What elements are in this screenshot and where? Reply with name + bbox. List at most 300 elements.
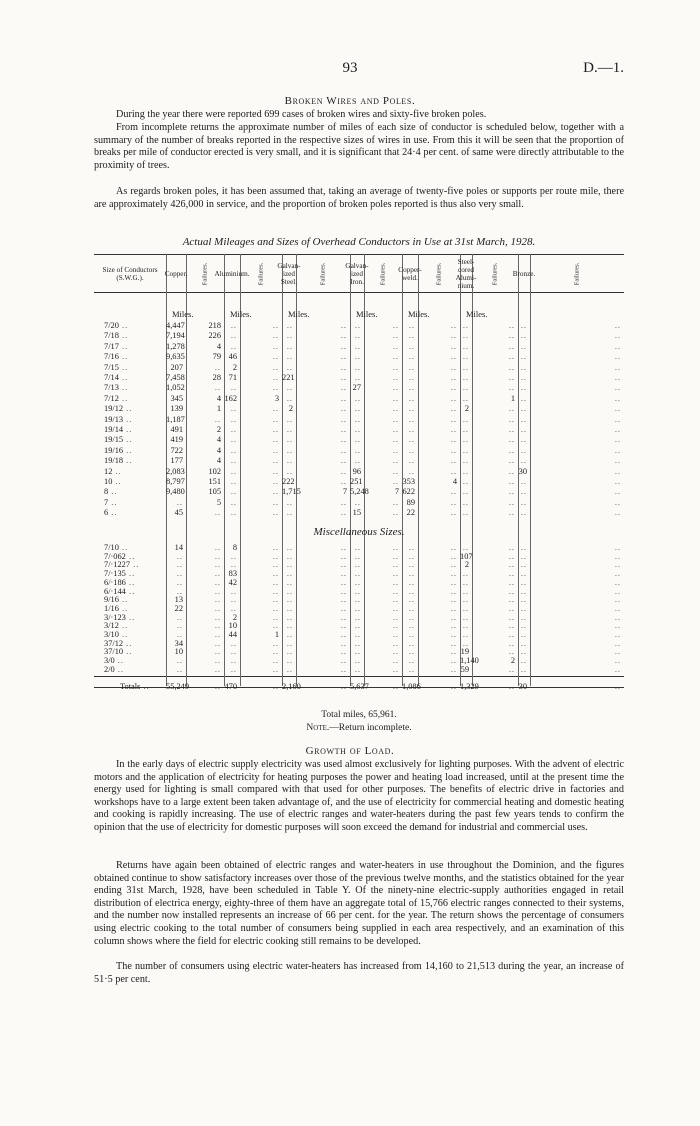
- empty-cell: ..: [272, 414, 279, 424]
- empty-cell: ..: [520, 435, 527, 445]
- value-cell: 722: [170, 445, 183, 455]
- empty-cell: ..: [340, 477, 347, 486]
- empty-cell: ..: [392, 497, 399, 507]
- size-label: 6: [104, 508, 109, 518]
- column-header: Aluminium.: [214, 270, 250, 278]
- leader-dots: ..: [118, 362, 129, 372]
- empty-cell: ..: [450, 321, 457, 330]
- empty-cell: ..: [462, 414, 469, 424]
- empty-cell: ..: [614, 487, 621, 497]
- empty-cell: ..: [214, 682, 221, 691]
- row-label-cell: [104, 352, 164, 362]
- empty-cell: ..: [450, 414, 457, 424]
- empty-cell: ..: [462, 445, 469, 455]
- empty-cell: ..: [462, 497, 469, 507]
- value-cell: 71: [228, 373, 237, 382]
- empty-cell: ..: [614, 577, 621, 587]
- size-label: 3/10: [104, 630, 119, 639]
- empty-cell: ..: [614, 595, 621, 605]
- empty-cell: ..: [230, 664, 237, 674]
- empty-cell: ..: [286, 612, 293, 622]
- leader-dots: ..: [123, 414, 133, 424]
- empty-cell: ..: [508, 630, 515, 639]
- empty-cell: ..: [408, 435, 415, 445]
- empty-cell: ..: [520, 543, 527, 552]
- empty-cell: ..: [340, 435, 347, 445]
- empty-cell: ..: [272, 404, 279, 414]
- size-label: 2/0: [104, 664, 115, 674]
- empty-cell: ..: [272, 603, 279, 613]
- value-cell: 79: [212, 352, 221, 362]
- empty-cell: ..: [230, 425, 237, 434]
- empty-cell: ..: [614, 656, 621, 666]
- leader-dots: ..: [123, 456, 133, 466]
- empty-cell: ..: [392, 543, 399, 552]
- size-label: 7/12: [104, 393, 119, 403]
- paragraph: In the early days of electric supply electricity was used almost exclusively for lighting purposes. With the advent of electric motors and the application of electricity for heating purposes the power and heating load increased, until at the present time the energy used for lighting is small compared with that used for other purposes. The benefits of electric drive in factories and workshops have to a large extent been taken advantage of, and the use of electricity for commercial heating and domestic heating and cooking is rapidly increasing. The use of electric ranges and water-heaters during the past few years tends to confirm the opinion that the use of electricity for domestic purposes will soon exceed the demand for industrial and commercial uses.: [94, 759, 624, 833]
- total-miles: Total miles, 65,961.: [321, 710, 397, 720]
- empty-cell: ..: [340, 577, 347, 587]
- row-label-cell: [104, 321, 164, 331]
- empty-cell: ..: [392, 321, 399, 330]
- value-cell: 1,086: [402, 682, 421, 691]
- empty-cell: ..: [614, 352, 621, 362]
- empty-cell: ..: [354, 331, 361, 341]
- empty-cell: ..: [272, 466, 279, 476]
- empty-cell: ..: [340, 647, 347, 657]
- empty-cell: ..: [462, 638, 469, 648]
- empty-cell: ..: [214, 647, 221, 657]
- value-cell: 45: [174, 508, 183, 518]
- empty-cell: ..: [450, 577, 457, 587]
- page-number: 93: [342, 60, 358, 76]
- empty-cell: ..: [354, 425, 361, 434]
- empty-cell: ..: [340, 656, 347, 666]
- empty-cell: ..: [176, 586, 183, 596]
- empty-cell: ..: [508, 487, 515, 497]
- value-cell: 7: [342, 487, 347, 497]
- empty-cell: ..: [286, 647, 293, 657]
- empty-cell: ..: [462, 477, 469, 486]
- empty-cell: ..: [508, 586, 515, 596]
- row-label-cell: [104, 435, 164, 445]
- empty-cell: ..: [450, 621, 457, 631]
- column-header: Copper-weld.: [398, 266, 422, 282]
- value-cell: 1: [274, 630, 279, 639]
- empty-cell: ..: [520, 508, 527, 518]
- note-text: —Return incomplete.: [329, 723, 412, 733]
- value-cell: 345: [170, 393, 183, 403]
- empty-cell: ..: [408, 647, 415, 657]
- empty-cell: ..: [614, 425, 621, 434]
- size-label: 7/18: [104, 331, 119, 341]
- empty-cell: ..: [450, 497, 457, 507]
- empty-cell: ..: [214, 569, 221, 579]
- leader-dots: ..: [118, 352, 129, 362]
- empty-cell: ..: [286, 560, 293, 570]
- empty-cell: ..: [230, 647, 237, 657]
- empty-cell: ..: [614, 414, 621, 424]
- empty-cell: ..: [354, 560, 361, 570]
- empty-cell: ..: [214, 630, 221, 639]
- empty-cell: ..: [508, 373, 515, 382]
- column-header-failures: [318, 258, 328, 290]
- size-label: 7/20: [104, 321, 119, 330]
- row-label-cell: [104, 477, 164, 487]
- leader-dots: ..: [125, 612, 136, 622]
- empty-cell: ..: [340, 543, 347, 552]
- empty-cell: ..: [214, 656, 221, 666]
- empty-cell: ..: [450, 603, 457, 613]
- empty-cell: ..: [286, 456, 293, 466]
- document-reference: D.—1.: [583, 60, 624, 76]
- value-cell: 59: [460, 664, 469, 674]
- empty-cell: ..: [214, 621, 221, 631]
- empty-cell: ..: [272, 477, 279, 486]
- empty-cell: ..: [230, 603, 237, 613]
- empty-cell: ..: [230, 477, 237, 486]
- value-cell: 139: [170, 404, 183, 414]
- empty-cell: ..: [272, 560, 279, 570]
- value-cell: 4,447: [166, 321, 185, 330]
- size-label: 7/14: [104, 373, 119, 382]
- empty-cell: ..: [354, 621, 361, 631]
- value-cell: 177: [170, 456, 183, 466]
- totals-label: Totals: [120, 682, 141, 691]
- empty-cell: ..: [462, 466, 469, 476]
- empty-cell: ..: [230, 656, 237, 666]
- empty-cell: ..: [614, 362, 621, 372]
- empty-cell: ..: [354, 656, 361, 666]
- empty-cell: ..: [450, 456, 457, 466]
- empty-cell: ..: [614, 612, 621, 622]
- empty-cell: ..: [340, 497, 347, 507]
- empty-cell: ..: [520, 425, 527, 434]
- empty-cell: ..: [272, 682, 279, 691]
- empty-cell: ..: [272, 331, 279, 341]
- leader-dots: ..: [118, 543, 129, 552]
- leader-dots: ..: [118, 630, 129, 639]
- empty-cell: ..: [392, 664, 399, 674]
- empty-cell: ..: [614, 445, 621, 455]
- value-cell: 1,140: [460, 656, 479, 666]
- value-cell: 22: [174, 603, 183, 613]
- empty-cell: ..: [450, 664, 457, 674]
- empty-cell: ..: [408, 586, 415, 596]
- value-cell: 491: [170, 425, 183, 434]
- empty-cell: ..: [408, 656, 415, 666]
- empty-cell: ..: [272, 551, 279, 561]
- value-cell: 27: [352, 383, 361, 393]
- empty-cell: ..: [408, 373, 415, 382]
- value-cell: 34: [174, 638, 183, 648]
- empty-cell: ..: [272, 341, 279, 351]
- size-label: 37/12: [104, 638, 124, 648]
- empty-cell: ..: [520, 586, 527, 596]
- empty-cell: ..: [408, 414, 415, 424]
- column-header: Size of Conductors (S.W.G.).: [102, 266, 158, 282]
- empty-cell: ..: [408, 630, 415, 639]
- leader-dots: ..: [108, 497, 118, 507]
- empty-cell: ..: [392, 586, 399, 596]
- empty-cell: ..: [272, 445, 279, 455]
- row-label-cell: [104, 665, 164, 675]
- empty-cell: ..: [462, 569, 469, 579]
- empty-cell: ..: [230, 466, 237, 476]
- empty-cell: ..: [354, 664, 361, 674]
- empty-cell: ..: [508, 647, 515, 657]
- empty-cell: ..: [614, 664, 621, 674]
- leader-dots: ..: [114, 664, 124, 674]
- empty-cell: ..: [520, 551, 527, 561]
- column-header-failures: [256, 258, 266, 290]
- units-label: Miles.: [356, 309, 378, 319]
- row-label-cell: [104, 446, 164, 456]
- leader-dots: ..: [118, 595, 129, 605]
- empty-cell: ..: [408, 621, 415, 631]
- empty-cell: ..: [272, 435, 279, 445]
- empty-cell: ..: [340, 404, 347, 414]
- empty-cell: ..: [520, 477, 527, 486]
- header-rule: [94, 292, 624, 293]
- leader-dots: ..: [123, 638, 133, 648]
- empty-cell: ..: [354, 612, 361, 622]
- empty-cell: ..: [614, 321, 621, 330]
- empty-cell: ..: [462, 586, 469, 596]
- empty-cell: ..: [230, 321, 237, 330]
- empty-cell: ..: [286, 656, 293, 666]
- empty-cell: ..: [392, 445, 399, 455]
- empty-cell: ..: [614, 508, 621, 518]
- empty-cell: ..: [508, 404, 515, 414]
- units-label: Miles.: [172, 309, 194, 319]
- value-cell: 470: [224, 682, 237, 691]
- empty-cell: ..: [450, 543, 457, 552]
- empty-cell: ..: [408, 577, 415, 587]
- empty-cell: ..: [230, 638, 237, 648]
- empty-cell: ..: [408, 638, 415, 648]
- row-label-cell: [104, 456, 164, 466]
- row-label-cell: [104, 415, 164, 425]
- row-label-cell: [104, 383, 164, 393]
- empty-cell: ..: [354, 435, 361, 445]
- empty-cell: ..: [354, 497, 361, 507]
- column-header: Copper.: [164, 270, 188, 278]
- leader-dots: ..: [118, 603, 129, 613]
- empty-cell: ..: [272, 569, 279, 579]
- empty-cell: ..: [614, 647, 621, 657]
- empty-cell: ..: [354, 630, 361, 639]
- empty-cell: ..: [408, 331, 415, 341]
- empty-cell: ..: [214, 414, 221, 424]
- note-label: Note.: [306, 723, 330, 733]
- empty-cell: ..: [508, 560, 515, 570]
- value-cell: 1: [216, 404, 221, 414]
- empty-cell: ..: [392, 630, 399, 639]
- empty-cell: ..: [272, 621, 279, 631]
- empty-cell: ..: [614, 586, 621, 596]
- empty-cell: ..: [392, 341, 399, 351]
- empty-cell: ..: [450, 612, 457, 622]
- leader-dots: ..: [118, 393, 129, 403]
- empty-cell: ..: [508, 331, 515, 341]
- empty-cell: ..: [392, 569, 399, 579]
- leader-dots: ..: [118, 373, 129, 382]
- value-cell: 2,083: [166, 466, 185, 476]
- empty-cell: ..: [354, 586, 361, 596]
- empty-cell: ..: [614, 551, 621, 561]
- column-header-text: Failures.: [573, 262, 581, 286]
- empty-cell: ..: [340, 321, 347, 330]
- paragraph: From incomplete returns the approximate number of miles of each size of conductor is scheduled below, together with a summary of the number of breaks reported in the respective sizes of wires in use. From this it will be seen that the proportion of breaks per mile of conductor erected is very small, and it is significant that 24·4 per cent. of same were directly attributable to the proximity of trees.: [94, 122, 624, 171]
- column-header: Bronze.: [512, 270, 536, 278]
- value-cell: 4: [452, 477, 457, 486]
- empty-cell: ..: [614, 383, 621, 393]
- size-label: 7/·1227: [104, 560, 131, 570]
- size-label: 7: [104, 497, 109, 507]
- empty-cell: ..: [286, 577, 293, 587]
- empty-cell: ..: [392, 352, 399, 362]
- empty-cell: ..: [408, 321, 415, 330]
- empty-cell: ..: [230, 497, 237, 507]
- empty-cell: ..: [230, 595, 237, 605]
- empty-cell: ..: [286, 543, 293, 552]
- empty-cell: ..: [462, 373, 469, 382]
- empty-cell: ..: [392, 435, 399, 445]
- empty-cell: ..: [286, 425, 293, 434]
- empty-cell: ..: [354, 577, 361, 587]
- empty-cell: ..: [508, 321, 515, 330]
- empty-cell: ..: [340, 612, 347, 622]
- leader-dots: ..: [108, 508, 118, 518]
- empty-cell: ..: [392, 404, 399, 414]
- value-cell: 55,249: [166, 682, 190, 691]
- empty-cell: ..: [614, 621, 621, 631]
- empty-cell: ..: [272, 497, 279, 507]
- empty-cell: ..: [340, 373, 347, 382]
- column-header-text: Failures.: [435, 262, 443, 286]
- size-label: 3/12: [104, 621, 119, 631]
- value-cell: 2: [464, 560, 469, 570]
- value-cell: 44: [228, 630, 237, 639]
- empty-cell: ..: [450, 466, 457, 476]
- empty-cell: ..: [520, 352, 527, 362]
- empty-cell: ..: [272, 352, 279, 362]
- empty-cell: ..: [340, 560, 347, 570]
- value-cell: 2: [288, 404, 293, 414]
- leader-dots: ..: [112, 477, 122, 486]
- empty-cell: ..: [520, 664, 527, 674]
- empty-cell: ..: [508, 603, 515, 613]
- units-label: Miles.: [408, 309, 430, 319]
- empty-cell: ..: [408, 341, 415, 351]
- empty-cell: ..: [462, 508, 469, 518]
- empty-cell: ..: [340, 664, 347, 674]
- size-label: 10: [104, 477, 113, 486]
- empty-cell: ..: [340, 341, 347, 351]
- row-label-cell: [104, 404, 164, 414]
- empty-cell: ..: [392, 425, 399, 434]
- empty-cell: ..: [462, 603, 469, 613]
- empty-cell: ..: [286, 586, 293, 596]
- empty-cell: ..: [392, 603, 399, 613]
- empty-cell: ..: [520, 595, 527, 605]
- empty-cell: ..: [508, 456, 515, 466]
- empty-cell: ..: [508, 466, 515, 476]
- empty-cell: ..: [450, 404, 457, 414]
- value-cell: 89: [406, 497, 415, 507]
- empty-cell: ..: [614, 638, 621, 648]
- empty-cell: ..: [272, 543, 279, 552]
- column-header-text: Failures.: [319, 262, 327, 286]
- empty-cell: ..: [508, 497, 515, 507]
- empty-cell: ..: [354, 638, 361, 648]
- value-cell: 96: [352, 466, 361, 476]
- value-cell: 2: [464, 404, 469, 414]
- value-cell: 622: [402, 487, 415, 497]
- empty-cell: ..: [520, 612, 527, 622]
- empty-cell: ..: [392, 456, 399, 466]
- empty-cell: ..: [450, 373, 457, 382]
- empty-cell: ..: [520, 362, 527, 372]
- empty-cell: ..: [392, 612, 399, 622]
- empty-cell: ..: [286, 630, 293, 639]
- paragraph: The number of consumers using electric water-heaters has increased from 14,160 to 21,513 during the year, an increase of 51·5 per cent.: [94, 961, 624, 985]
- row-label-cell: [104, 394, 164, 404]
- page-header: [0, 60, 700, 80]
- empty-cell: ..: [214, 577, 221, 587]
- leader-dots: ..: [123, 445, 133, 455]
- section-heading-growth-of-load: Growth of Load.: [305, 745, 395, 757]
- row-label-cell: [104, 363, 164, 373]
- paragraph: Returns have again been obtained of electric ranges and water-heaters in use throughout the Dominion, and the figures obtained continue to show satisfactory increases over those of the previous twelve months, and the statistics obtained for the year ending 31st March, 1928, have been scheduled in Table Y. Of the ninety-nine electric-supply authorities engaged in retail distribution of electrica energy, eighty-three of them have an aggregate total of 15,766 electric ranges connected to their systems, and the number now installed represents an increase of 66 per cent. for the year. The return shows the percentage of consumers using electric cooking to the total number of consumers being supplied in each area respectively, and an examination of this column shows where the field for electric cooking still remains to be developed.: [94, 860, 624, 947]
- empty-cell: ..: [450, 445, 457, 455]
- empty-cell: ..: [354, 352, 361, 362]
- size-label: 19/18: [104, 456, 124, 466]
- empty-cell: ..: [450, 682, 457, 691]
- leader-dots: ..: [118, 383, 129, 393]
- empty-cell: ..: [520, 321, 527, 330]
- empty-cell: ..: [214, 362, 221, 372]
- empty-cell: ..: [354, 551, 361, 561]
- column-header: Galvan-ized Iron.: [345, 262, 369, 286]
- empty-cell: ..: [230, 435, 237, 445]
- empty-cell: ..: [392, 373, 399, 382]
- size-label: 7/10: [104, 543, 119, 552]
- column-header-text: Failures.: [491, 262, 499, 286]
- column-header-text: Failures.: [201, 262, 209, 286]
- value-cell: 19: [460, 647, 469, 657]
- size-label: 6/·144: [104, 586, 126, 596]
- empty-cell: ..: [408, 352, 415, 362]
- empty-cell: ..: [450, 435, 457, 445]
- empty-cell: ..: [614, 497, 621, 507]
- value-cell: 162: [224, 393, 237, 403]
- empty-cell: ..: [230, 383, 237, 393]
- table-caption: Actual Mileages and Sizes of Overhead Conductors in Use at 31st March, 1928.: [182, 236, 536, 248]
- empty-cell: ..: [214, 595, 221, 605]
- empty-cell: ..: [614, 560, 621, 570]
- empty-cell: ..: [462, 621, 469, 631]
- leader-dots: ..: [125, 569, 136, 579]
- empty-cell: ..: [408, 425, 415, 434]
- size-label: 7/·062: [104, 551, 126, 561]
- empty-cell: ..: [214, 383, 221, 393]
- size-label: 3/·123: [104, 612, 126, 622]
- value-cell: 221: [282, 373, 295, 382]
- empty-cell: ..: [614, 331, 621, 341]
- value-cell: 9,480: [166, 487, 185, 497]
